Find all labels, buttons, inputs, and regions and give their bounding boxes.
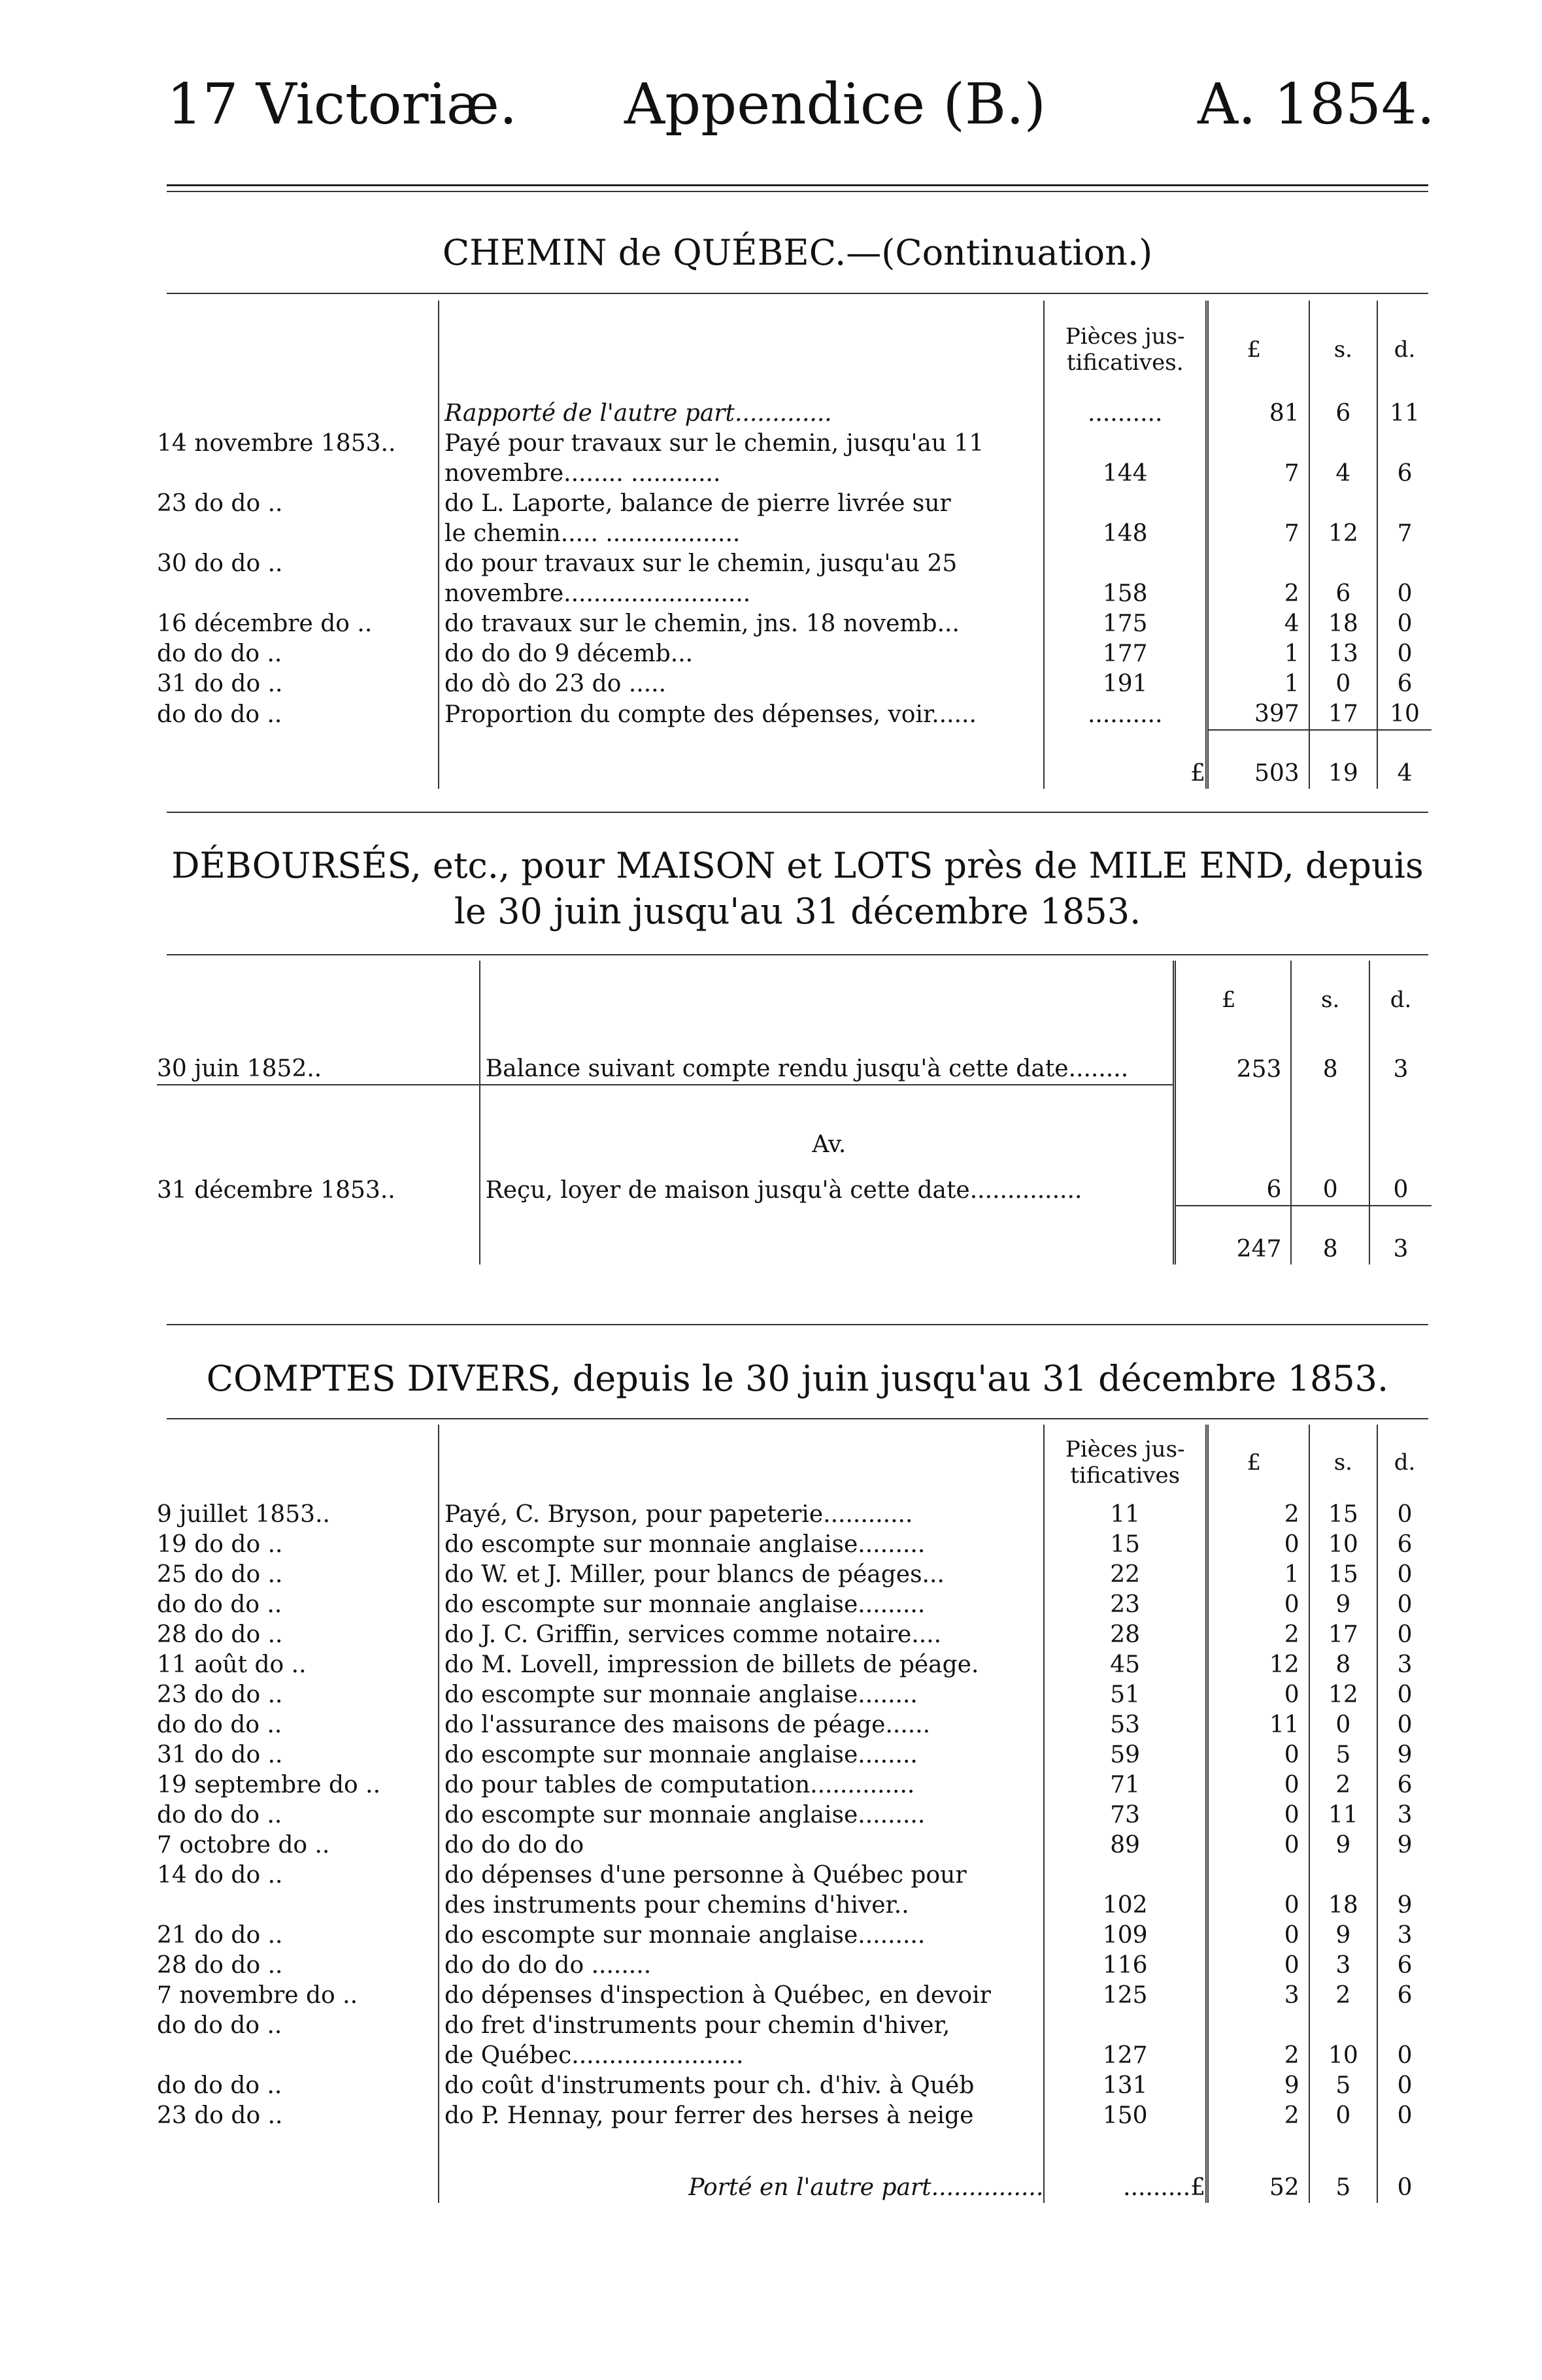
row-date: 25 do do .. <box>157 1561 283 1588</box>
table-row <box>157 669 1432 699</box>
row-date: 23 do do .. <box>157 2102 283 2129</box>
row-pieces: 144 <box>1044 459 1207 489</box>
row-date: 14 do do .. <box>157 1862 283 1889</box>
row-date: 30 juin 1852.. <box>157 1055 322 1082</box>
table-row <box>157 1160 1432 1206</box>
table-row <box>157 1530 1432 1560</box>
row-description: do escompte sur monnaie anglaise........ <box>439 1680 1044 1710</box>
table-row <box>157 1590 1432 1620</box>
section2-bottom-rule <box>167 1324 1428 1325</box>
row-date: 7 novembre do .. <box>157 1982 358 2009</box>
row-pieces <box>1044 2011 1207 2041</box>
row-description: do escompte sur monnaie anglaise......... <box>439 1530 1044 1560</box>
row-pieces: .......... <box>1044 699 1207 730</box>
av-row <box>157 1085 1432 1160</box>
row-pieces: 51 <box>1044 1680 1207 1710</box>
row-pounds: 0 <box>1207 1921 1309 1951</box>
row-description: do dépenses d'inspection à Québec, en devoir <box>439 1981 1044 2011</box>
row-date: 30 do do .. <box>157 550 283 577</box>
table-row <box>157 1710 1432 1740</box>
row-pence: 0 <box>1377 1710 1432 1740</box>
row-pounds <box>1207 489 1309 519</box>
col-header-pounds: £ <box>1207 1425 1309 1500</box>
table-row <box>157 579 1432 609</box>
row-shillings <box>1309 429 1377 459</box>
row-pounds: 0 <box>1207 1590 1309 1620</box>
row-shillings: 6 <box>1309 399 1377 429</box>
col-header-pieces: Pièces jus-tificatives. <box>1044 301 1207 399</box>
total-description: Porté en l'autre part............... <box>439 2131 1044 2203</box>
row-date <box>157 579 439 609</box>
table-row <box>157 2071 1432 2101</box>
row-description: do W. et J. Miller, pour blancs de péages... <box>439 1560 1044 1590</box>
row-shillings <box>1309 549 1377 579</box>
table-row <box>157 549 1432 579</box>
row-date: 28 do do .. <box>157 1952 283 1979</box>
section-title-debourses-line2: le 30 juin jusqu'au 31 décembre 1853. <box>454 891 1141 932</box>
total-pounds: 503 <box>1207 730 1309 789</box>
row-pence: 0 <box>1377 2041 1432 2071</box>
row-date: 31 décembre 1853.. <box>157 1177 395 1204</box>
section-title-chemin-quebec: CHEMIN de QUÉBEC.—(Continuation.) <box>442 232 1153 273</box>
total-pence: 0 <box>1377 2131 1432 2203</box>
row-description: do coût d'instruments pour ch. d'hiv. à Québ <box>439 2071 1044 2101</box>
row-pence: 6 <box>1377 1770 1432 1800</box>
row-pence: 3 <box>1377 1650 1432 1680</box>
row-description: do dò do 23 do ..... <box>439 669 1044 699</box>
total-pounds: 247 <box>1175 1206 1292 1264</box>
row-date: 31 do do .. <box>157 1742 283 1768</box>
section-title-debourses-line1: DÉBOURSÉS, etc., pour MAISON et LOTS près de MILE END, depuis <box>171 845 1424 886</box>
table-row <box>157 2041 1432 2071</box>
row-pounds: 0 <box>1207 1680 1309 1710</box>
row-shillings <box>1309 1860 1377 1891</box>
row-date: do do do .. <box>157 2012 282 2039</box>
row-pounds: 2 <box>1207 1620 1309 1650</box>
row-pounds: 2 <box>1207 1500 1309 1530</box>
row-description: do M. Lovell, impression de billets de péage. <box>439 1650 1044 1680</box>
row-shillings: 0 <box>1309 1710 1377 1740</box>
row-pence: 9 <box>1377 1830 1432 1860</box>
row-pence: 0 <box>1377 1620 1432 1650</box>
row-pieces <box>1044 1860 1207 1891</box>
row-date: 31 do do .. <box>157 670 283 697</box>
row-pieces: 125 <box>1044 1981 1207 2011</box>
row-pounds: 0 <box>1207 1770 1309 1800</box>
section3-top-rule <box>167 1418 1428 1419</box>
page-header <box>167 72 1435 144</box>
row-pieces: .......... <box>1044 399 1207 429</box>
table-row <box>157 1860 1432 1891</box>
row-pence <box>1377 489 1432 519</box>
table-header-row <box>157 1425 1432 1500</box>
row-pounds: 11 <box>1207 1710 1309 1740</box>
row-date <box>157 1891 439 1921</box>
section2-top-rule <box>167 954 1428 955</box>
table-row <box>157 1921 1432 1951</box>
row-pounds: 2 <box>1207 2101 1309 2131</box>
row-shillings: 2 <box>1309 1981 1377 2011</box>
comptes-divers-table <box>157 1425 1432 2203</box>
header-rule <box>167 184 1428 186</box>
row-date: do do do .. <box>157 1591 282 1618</box>
row-pieces <box>1044 429 1207 459</box>
col-header-pence: d. <box>1377 1425 1432 1500</box>
row-shillings: 0 <box>1309 669 1377 699</box>
row-shillings: 5 <box>1309 2071 1377 2101</box>
row-pence: 11 <box>1377 399 1432 429</box>
row-pence: 0 <box>1377 1560 1432 1590</box>
col-header-pence: d. <box>1369 961 1432 1039</box>
row-pounds: 7 <box>1207 459 1309 489</box>
row-date: do do do .. <box>157 640 282 667</box>
row-pence: 3 <box>1377 1800 1432 1830</box>
row-pieces <box>1044 549 1207 579</box>
header-year: A. 1854. <box>1198 72 1435 137</box>
row-pieces: 102 <box>1044 1891 1207 1921</box>
row-pounds: 0 <box>1207 1891 1309 1921</box>
row-pounds: 2 <box>1207 2041 1309 2071</box>
row-pence: 0 <box>1377 2101 1432 2131</box>
row-pieces: 191 <box>1044 669 1207 699</box>
row-pieces: 150 <box>1044 2101 1207 2131</box>
table-row <box>157 2101 1432 2131</box>
row-pence: 0 <box>1377 2071 1432 2101</box>
debourses-table <box>157 961 1432 1264</box>
row-shillings: 15 <box>1309 1500 1377 1530</box>
row-description: do do do do <box>439 1830 1044 1860</box>
row-pence: 3 <box>1377 1921 1432 1951</box>
col-header-shillings: s. <box>1309 1425 1377 1500</box>
table-row <box>157 1951 1432 1981</box>
row-description: do escompte sur monnaie anglaise......... <box>439 1921 1044 1951</box>
row-pieces: 127 <box>1044 2041 1207 2071</box>
row-date: 11 août do .. <box>157 1651 307 1678</box>
row-pounds: 0 <box>1207 1740 1309 1770</box>
row-pieces <box>1044 489 1207 519</box>
row-description: do do do 9 décemb... <box>439 639 1044 669</box>
row-pounds: 0 <box>1207 1800 1309 1830</box>
row-pence: 6 <box>1377 1530 1432 1560</box>
total-shillings: 19 <box>1309 730 1377 789</box>
row-shillings: 11 <box>1309 1800 1377 1830</box>
table-row <box>157 399 1432 429</box>
row-pounds: 2 <box>1207 579 1309 609</box>
row-pounds: 0 <box>1207 1530 1309 1560</box>
row-pence: 0 <box>1377 609 1432 639</box>
row-pence <box>1377 549 1432 579</box>
row-shillings: 18 <box>1309 609 1377 639</box>
row-pieces: 131 <box>1044 2071 1207 2101</box>
table-header-row <box>157 301 1432 399</box>
row-description: do L. Laporte, balance de pierre livrée sur <box>439 489 1044 519</box>
row-date: do do do .. <box>157 1711 282 1738</box>
row-date: do do do .. <box>157 1802 282 1828</box>
row-pence: 0 <box>1369 1160 1432 1206</box>
row-date: 19 septembre do .. <box>157 1772 381 1798</box>
table-row <box>157 639 1432 669</box>
row-pieces: 11 <box>1044 1500 1207 1530</box>
row-date <box>157 2041 439 2071</box>
row-description: le chemin..... .................. <box>439 519 1044 549</box>
row-pieces: 59 <box>1044 1740 1207 1770</box>
table-row <box>157 1620 1432 1650</box>
table-row <box>157 1891 1432 1921</box>
row-pence: 6 <box>1377 459 1432 489</box>
row-date: 9 juillet 1853.. <box>157 1501 330 1528</box>
row-pence: 7 <box>1377 519 1432 549</box>
row-pounds: 397 <box>1207 699 1309 730</box>
row-shillings: 18 <box>1309 1891 1377 1921</box>
col-header-pence: d. <box>1377 301 1432 399</box>
row-shillings: 10 <box>1309 1530 1377 1560</box>
row-pence: 6 <box>1377 1951 1432 1981</box>
row-shillings: 12 <box>1309 519 1377 549</box>
row-pounds <box>1207 1860 1309 1891</box>
total-pounds: 52 <box>1207 2131 1309 2203</box>
row-shillings: 17 <box>1309 1620 1377 1650</box>
row-pounds <box>1207 2011 1309 2041</box>
table-row <box>157 1800 1432 1830</box>
row-shillings: 6 <box>1309 579 1377 609</box>
row-shillings: 13 <box>1309 639 1377 669</box>
row-date: 19 do do .. <box>157 1531 283 1558</box>
table-row <box>157 1039 1432 1085</box>
row-pence: 3 <box>1369 1039 1432 1085</box>
row-description: do fret d'instruments pour chemin d'hiver, <box>439 2011 1044 2041</box>
row-pence: 6 <box>1377 1981 1432 2011</box>
row-shillings: 9 <box>1309 1921 1377 1951</box>
row-pence: 0 <box>1377 1500 1432 1530</box>
row-pounds: 4 <box>1207 609 1309 639</box>
row-date: 7 octobre do .. <box>157 1832 330 1859</box>
col-header-pieces: Pièces jus-tificatives <box>1044 1425 1207 1500</box>
row-date: do do do .. <box>157 701 282 728</box>
table-row <box>157 1500 1432 1530</box>
col-header-pounds: £ <box>1207 301 1309 399</box>
table-row <box>157 1981 1432 2011</box>
total-label: £ <box>1044 730 1207 789</box>
table-total-row <box>157 1206 1432 1264</box>
row-date: 21 do do .. <box>157 1922 283 1949</box>
row-shillings: 10 <box>1309 2041 1377 2071</box>
row-shillings: 8 <box>1309 1650 1377 1680</box>
row-shillings: 0 <box>1309 2101 1377 2131</box>
table-row <box>157 429 1432 459</box>
row-description: do do do do ........ <box>439 1951 1044 1981</box>
row-shillings <box>1309 2011 1377 2041</box>
table-row <box>157 609 1432 639</box>
row-pounds <box>1207 429 1309 459</box>
table-row <box>157 1680 1432 1710</box>
row-date <box>157 459 439 489</box>
col-header-shillings: s. <box>1309 301 1377 399</box>
row-pieces: 177 <box>1044 639 1207 669</box>
row-description: Balance suivant compte rendu jusqu'à cette date........ <box>480 1039 1175 1085</box>
row-pounds: 1 <box>1207 669 1309 699</box>
row-date: 28 do do .. <box>157 1621 283 1648</box>
row-pounds: 0 <box>1207 1830 1309 1860</box>
row-pieces: 53 <box>1044 1710 1207 1740</box>
table-row <box>157 1650 1432 1680</box>
row-pieces: 116 <box>1044 1951 1207 1981</box>
col-header-pounds: £ <box>1175 961 1292 1039</box>
row-pence: 10 <box>1377 699 1432 730</box>
row-pounds: 7 <box>1207 519 1309 549</box>
row-pieces: 28 <box>1044 1620 1207 1650</box>
row-pence <box>1377 429 1432 459</box>
row-pence: 0 <box>1377 1680 1432 1710</box>
total-pieces: .........£ <box>1044 2131 1207 2203</box>
row-description: do pour tables de computation.............. <box>439 1770 1044 1800</box>
row-pence: 9 <box>1377 1891 1432 1921</box>
row-pounds: 0 <box>1207 1951 1309 1981</box>
row-description: novembre........ ............ <box>439 459 1044 489</box>
row-description: do dépenses d'une personne à Québec pour <box>439 1860 1044 1891</box>
row-pieces: 148 <box>1044 519 1207 549</box>
row-pence: 0 <box>1377 639 1432 669</box>
header-session: 17 Victoriæ. <box>167 72 518 137</box>
row-pounds: 1 <box>1207 1560 1309 1590</box>
row-description: do travaux sur le chemin, jns. 18 novemb... <box>439 609 1044 639</box>
row-pence: 9 <box>1377 1740 1432 1770</box>
row-pounds: 9 <box>1207 2071 1309 2101</box>
row-pieces: 22 <box>1044 1560 1207 1590</box>
row-description: do pour travaux sur le chemin, jusqu'au 25 <box>439 549 1044 579</box>
table-row <box>157 489 1432 519</box>
row-description: do escompte sur monnaie anglaise......... <box>439 1590 1044 1620</box>
row-description: de Québec....................... <box>439 2041 1044 2071</box>
row-pieces: 45 <box>1044 1650 1207 1680</box>
row-shillings: 5 <box>1309 1740 1377 1770</box>
row-shillings: 17 <box>1309 699 1377 730</box>
row-shillings: 2 <box>1309 1770 1377 1800</box>
col-header-shillings: s. <box>1291 961 1369 1039</box>
table-row <box>157 1740 1432 1770</box>
av-label: Av. <box>480 1085 1175 1160</box>
row-pieces: 158 <box>1044 579 1207 609</box>
row-date: 23 do do .. <box>157 490 283 517</box>
row-date: 23 do do .. <box>157 1681 283 1708</box>
row-pence: 0 <box>1377 579 1432 609</box>
row-description: Payé, C. Bryson, pour papeterie............ <box>439 1500 1044 1530</box>
row-pence: 0 <box>1377 1590 1432 1620</box>
row-shillings: 9 <box>1309 1830 1377 1860</box>
row-shillings: 9 <box>1309 1590 1377 1620</box>
row-shillings: 8 <box>1291 1039 1369 1085</box>
section1-top-rule <box>167 293 1428 294</box>
table-row <box>157 519 1432 549</box>
row-description: novembre......................... <box>439 579 1044 609</box>
table-row <box>157 699 1432 730</box>
row-description: Reçu, loyer de maison jusqu'à cette date............... <box>480 1160 1175 1206</box>
table-row <box>157 1830 1432 1860</box>
row-date: do do do .. <box>157 2072 282 2099</box>
row-description: Proportion du compte des dépenses, voir...... <box>439 699 1044 730</box>
table-row <box>157 1770 1432 1800</box>
row-shillings: 3 <box>1309 1951 1377 1981</box>
row-description: do escompte sur monnaie anglaise......... <box>439 1800 1044 1830</box>
row-shillings: 12 <box>1309 1680 1377 1710</box>
row-pounds: 12 <box>1207 1650 1309 1680</box>
row-date: 14 novembre 1853.. <box>157 430 396 457</box>
row-pounds: 253 <box>1175 1039 1292 1085</box>
row-shillings: 15 <box>1309 1560 1377 1590</box>
row-pieces: 15 <box>1044 1530 1207 1560</box>
row-pence: 6 <box>1377 669 1432 699</box>
row-pounds <box>1207 549 1309 579</box>
table-total-row <box>157 730 1432 789</box>
row-pieces: 175 <box>1044 609 1207 639</box>
row-description: Rapporté de l'autre part............. <box>439 399 1044 429</box>
row-description: do l'assurance des maisons de péage...... <box>439 1710 1044 1740</box>
row-date: 16 décembre do .. <box>157 610 373 637</box>
header-rule-2 <box>167 191 1428 192</box>
table-row <box>157 459 1432 489</box>
row-pieces: 71 <box>1044 1770 1207 1800</box>
row-shillings: 4 <box>1309 459 1377 489</box>
table-total-row <box>157 2131 1432 2203</box>
row-pieces: 73 <box>1044 1800 1207 1830</box>
row-pounds: 81 <box>1207 399 1309 429</box>
row-pence <box>1377 1860 1432 1891</box>
row-pounds: 1 <box>1207 639 1309 669</box>
row-date <box>157 399 439 429</box>
total-shillings: 8 <box>1291 1206 1369 1264</box>
row-description: do P. Hennay, pour ferrer des herses à neige <box>439 2101 1044 2131</box>
row-shillings <box>1309 489 1377 519</box>
table-row <box>157 2011 1432 2041</box>
header-appendix: Appendice (B.) <box>624 72 1047 137</box>
section-title-comptes-divers: COMPTES DIVERS, depuis le 30 juin jusqu'au 31 décembre 1853. <box>206 1358 1389 1399</box>
table-row <box>157 1560 1432 1590</box>
row-description: do J. C. Griffin, services comme notaire.... <box>439 1620 1044 1650</box>
row-description: do escompte sur monnaie anglaise........ <box>439 1740 1044 1770</box>
row-shillings: 0 <box>1291 1160 1369 1206</box>
row-pounds: 3 <box>1207 1981 1309 2011</box>
row-description: Payé pour travaux sur le chemin, jusqu'au 11 <box>439 429 1044 459</box>
row-date <box>157 519 439 549</box>
row-pence <box>1377 2011 1432 2041</box>
row-pieces: 109 <box>1044 1921 1207 1951</box>
row-description: des instruments pour chemins d'hiver.. <box>439 1891 1044 1921</box>
chemin-quebec-table <box>157 301 1432 789</box>
total-shillings: 5 <box>1309 2131 1377 2203</box>
section1-bottom-rule <box>167 812 1428 813</box>
total-pence: 3 <box>1369 1206 1432 1264</box>
total-pence: 4 <box>1377 730 1432 789</box>
row-pieces: 89 <box>1044 1830 1207 1860</box>
row-pounds: 6 <box>1175 1160 1292 1206</box>
row-pieces: 23 <box>1044 1590 1207 1620</box>
